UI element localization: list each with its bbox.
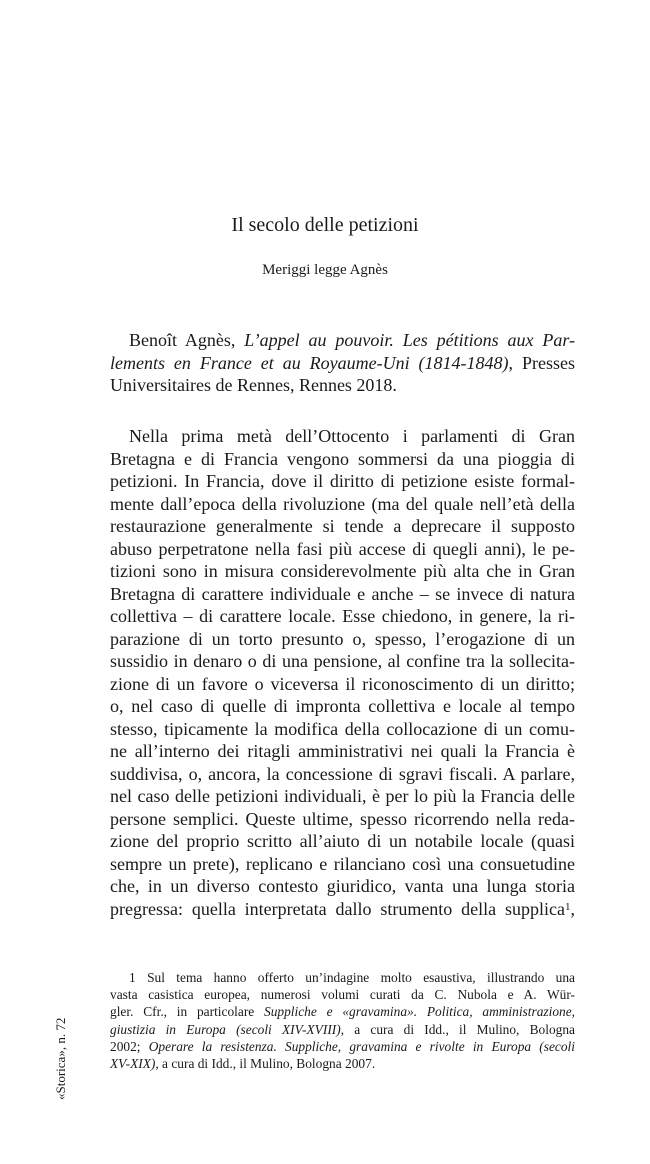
book-author: Benoît Agnès, — [129, 330, 236, 350]
paragraph-line: o, nel caso di quelle di impronta collettiva e locale al tempo — [110, 696, 575, 716]
paragraph-line: persone semplici. Queste ultime, spesso ricorrendo nella reda- — [110, 808, 575, 829]
paragraph-line: sussidio in denaro o di una pensione, al confine tra la sollecita- — [110, 651, 575, 671]
paragraph-line-text: pregressa: quella interpretata dallo strumento della supplica — [110, 898, 565, 919]
biblio-line — [110, 352, 575, 375]
paragraph-tail: , — [570, 898, 575, 919]
paragraph-line: suddivisa, o, ancora, la concessione di sgravi fiscali. A parlare, — [110, 763, 575, 784]
article-subtitle: Meriggi legge Agnès — [262, 262, 388, 278]
paragraph-line — [110, 898, 575, 921]
paragraph-line: ne all’interno dei ritagli amministrativi nei quali la Francia è — [110, 741, 575, 761]
paragraph-line: Bretagna e di Francia vengono sommersi da una pioggia di — [110, 448, 575, 469]
paragraph-line: tizioni sono in misura considerevolmente più alta che in Gran — [110, 561, 575, 581]
paragraph-line: parazione di un torto presunto o, spesso, l’erogazione di un — [110, 628, 575, 649]
footnote-line — [110, 1055, 575, 1072]
article-title: Il secolo delle petizioni — [231, 214, 419, 236]
journal-running-head: «Storica», n. 72 — [53, 1017, 68, 1100]
bibliographic-reference — [110, 329, 575, 397]
footnote-title: Suppliche e «gravamina». Politica, amministrazione, — [264, 1004, 575, 1020]
footnote-title: giustizia in Europa (secoli XIV-XVIII) — [110, 1021, 341, 1037]
footnote-text: gler. Cfr., in particolare — [110, 1004, 255, 1020]
paragraph-line: abuso perpetratone nella fasi più accese di quegli anni), le pe- — [110, 538, 575, 559]
paragraph-line: sempre un prete), replicano e rilanciano così una consuetudine — [110, 853, 575, 874]
book-title-part: lements en France et au Royaume-Uni (1814-1848) — [110, 352, 509, 373]
body-paragraph — [110, 425, 575, 920]
paragraph-line: Nella prima metà dell’Ottocento i parlamenti di Gran — [129, 426, 575, 446]
footnote-title: Operare la resistenza. Suppliche, gravamina e rivolte in Europa (secoli — [148, 1038, 575, 1054]
biblio-line — [110, 329, 575, 352]
paragraph-line: mente dall’epoca della rivoluzione (ma del quale nell’età della — [110, 493, 575, 514]
footnote-text: , a cura di Idd., il Mulino, Bologna — [340, 1021, 575, 1037]
paragraph-line: zione del proprio scritto all’aiuto di un notabile locale (quasi — [110, 831, 575, 851]
footnote-text: Sul tema hanno offerto un’indagine molto esaustiva, illustrando una — [147, 970, 575, 985]
footnote-line — [110, 1003, 575, 1020]
paragraph-line: zione di un favore o viceversa il riconoscimento di un diritto; — [110, 673, 575, 694]
biblio-line: Universitaires de Rennes, Rennes 2018. — [110, 375, 397, 395]
footnote-line — [110, 1038, 575, 1055]
footnote — [110, 969, 575, 1072]
paragraph-line: Bretagna di carattere individuale e anche – se invece di natura — [110, 583, 575, 604]
paragraph-line: stesso, tipicamente la modifica della collocazione di un comu- — [110, 718, 575, 739]
paragraph-line: petizioni. In Francia, dove il diritto di petizione esiste formal- — [110, 471, 575, 491]
paragraph-line: che, in un diverso contesto giuridico, vanta una lunga storia — [110, 876, 575, 896]
paragraph-line: restaurazione generalmente si tende a deprecare il supposto — [110, 516, 575, 536]
footnote-title: XV-XIX) — [110, 1056, 156, 1072]
paragraph-line: collettiva – di carattere locale. Esse chiedono, in genere, la ri- — [110, 606, 575, 626]
book-publisher: , Presses — [508, 352, 575, 373]
footnote-text: 2002; — [110, 1038, 141, 1054]
footnote-line: vasta casistica europea, numerosi volumi curati da C. Nubola e A. Wür- — [110, 987, 575, 1003]
paragraph-line: nel caso delle petizioni individuali, è per lo più la Francia delle — [110, 786, 575, 806]
footnote-line — [110, 1021, 575, 1038]
footnote-text: , a cura di Idd., il Mulino, Bologna 2007. — [155, 1056, 376, 1072]
footnote-marker: 1 — [129, 970, 136, 985]
footnote-reference[interactable]: 1 — [565, 900, 571, 913]
book-title-part: L’appel au pouvoir. Les pétitions aux Par- — [244, 330, 576, 350]
footnote-line — [110, 969, 575, 986]
